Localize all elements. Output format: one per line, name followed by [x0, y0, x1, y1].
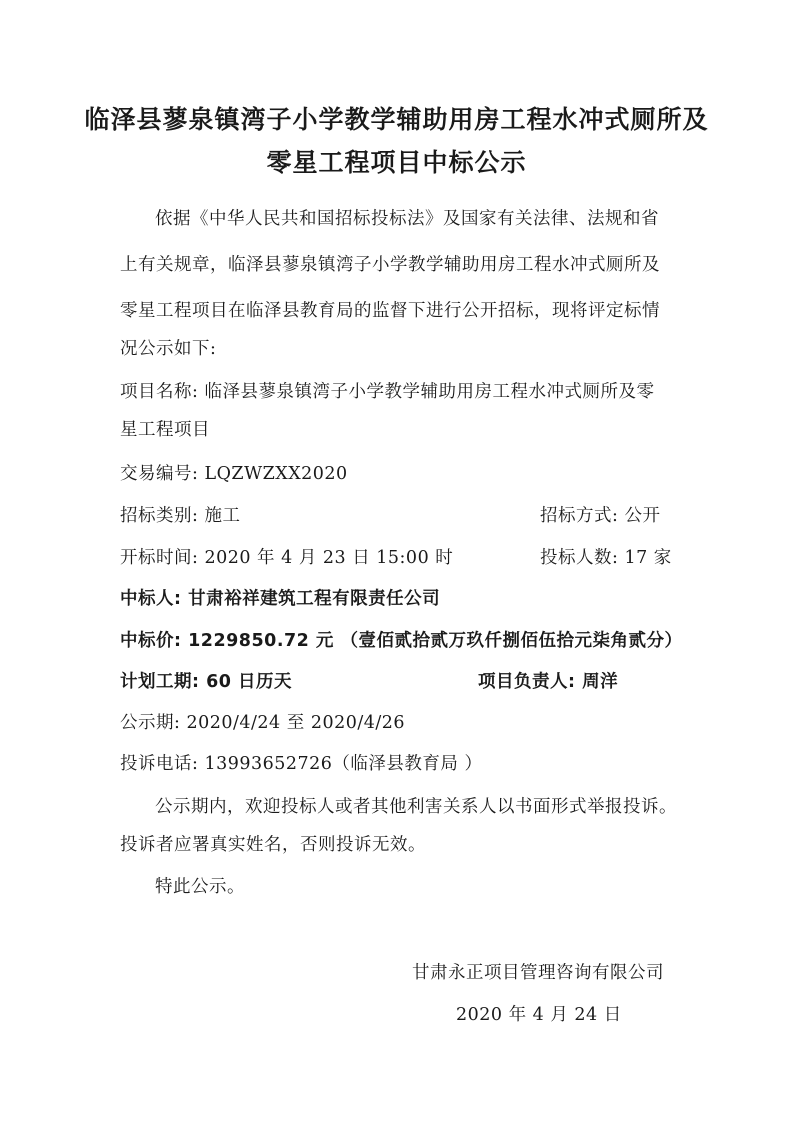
winning-price: 中标价: 1229850.72 元 （壹佰贰拾贰万玖仟捌佰伍拾元柒角贰分） [120, 631, 683, 651]
bidder-count: 投标人数: 17 家 [540, 548, 672, 568]
intro-line-1: 依据《中华人民共和国招标投标法》及国家有关法律、法规和省 [155, 209, 659, 229]
document-title-line-1: 临泽县蓼泉镇湾子小学教学辅助用房工程水冲式厕所及 [84, 105, 709, 134]
document-title-line-2: 零星工程项目中标公示 [266, 148, 527, 177]
signature-organization: 甘肃永正项目管理咨询有限公司 [412, 963, 664, 983]
notice-period: 公示期: 2020/4/24 至 2020/4/26 [120, 713, 406, 733]
notice-body-line-2: 投诉者应署真实姓名，否则投诉无效。 [120, 835, 426, 855]
project-name-line-2: 星工程项目 [120, 420, 210, 440]
signature-date: 2020 年 4 月 24 日 [456, 1005, 622, 1025]
bid-method: 招标方式: 公开 [540, 506, 661, 526]
open-time: 开标时间: 2020 年 4 月 23 日 15:00 时 [120, 548, 454, 568]
complaint-phone: 投诉电话: 13993652726（临泽县教育局 ） [120, 754, 483, 774]
intro-line-2: 上有关规章，临泽县蓼泉镇湾子小学教学辅助用房工程水冲式厕所及 [120, 255, 660, 275]
bid-category: 招标类别: 施工 [120, 506, 241, 526]
planned-duration: 计划工期: 60 日历天 [120, 672, 293, 692]
trade-number: 交易编号: LQZWZXX2020 [120, 464, 348, 484]
intro-line-3: 零星工程项目在临泽县教育局的监督下进行公开招标，现将评定标情 [120, 301, 660, 321]
project-manager: 项目负责人: 周洋 [478, 672, 619, 692]
winning-bidder: 中标人: 甘肃裕祥建筑工程有限责任公司 [120, 589, 441, 609]
intro-line-4: 况公示如下: [120, 339, 217, 359]
notice-body-line-1: 公示期内，欢迎投标人或者其他利害关系人以书面形式举报投诉。 [155, 797, 677, 817]
closing-remark: 特此公示。 [155, 877, 245, 897]
project-name-line-1: 项目名称: 临泽县蓼泉镇湾子小学教学辅助用房工程水冲式厕所及零 [120, 382, 655, 402]
